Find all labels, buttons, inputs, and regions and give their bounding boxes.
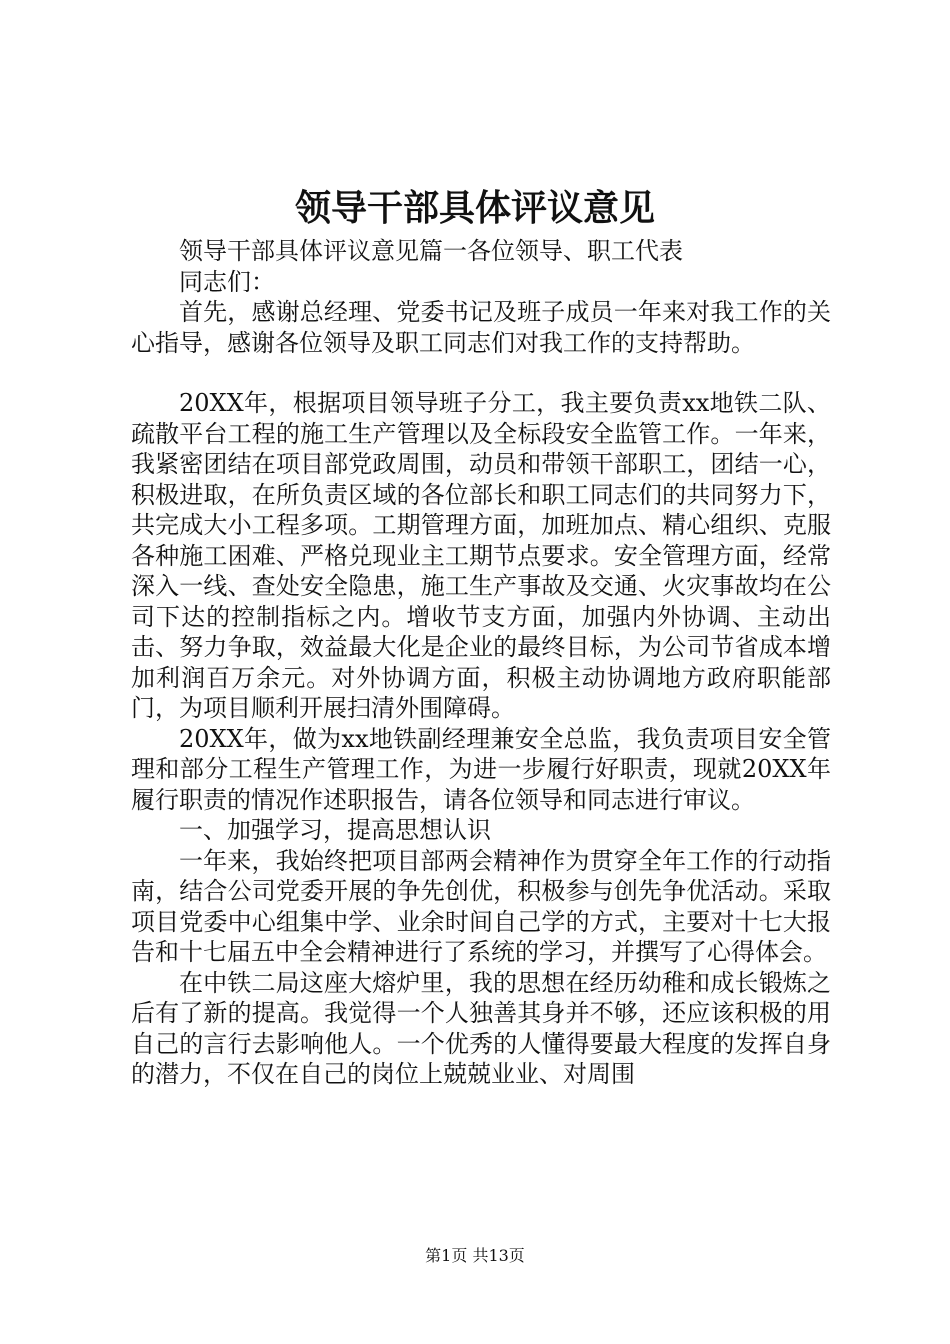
paragraph-study: 一年来，我始终把项目部两会精神作为贯穿全年工作的行动指南，结合公司党委开展的争先创优，积极参与创先争优活动。采取项目党委中心组集中学、业余时间自己学的方式，主要对十七大报告和十七届五中全会精神进行了系统的学习，并撰写了心得体会。 (131, 846, 831, 966)
paragraph-thanks: 首先，感谢总经理、党委书记及班子成员一年来对我工作的关心指导，感谢各位领导及职工同志们对我工作的支持帮助。 (131, 298, 831, 357)
section-heading-study: 一、加强学习，提高思想认识 (179, 816, 491, 844)
paragraph-intro: 领导干部具体评议意见篇一各位领导、职工代表 (179, 237, 683, 265)
paragraph-report-intro: 20XX年，做为xx地铁副经理兼安全总监，我负责项目安全管理和部分工程生产管理工作，为进一步履行好职责，现就20XX年履行职责的情况作述职报告，请各位领导和同志进行审议。 (131, 724, 831, 814)
paragraph-salutation: 同志们： (179, 267, 275, 296)
paragraph-work-summary: 20XX年，根据项目领导班子分工，我主要负责xx地铁二队、疏散平台工程的施工生产管理以及全标段安全监管工作。一年来，我紧密团结在项目部党政周围，动员和带领干部职工，团结一心，积极进取，在所负责区域的各位部长和职工同志们的共同努力下，共完成大小工程多项。工期管理方面，加班加点、精心组织、克服各种施工困难、严格兑现业主工期节点要求。安全管理方面，经常深入一线、查处安全隐患，施工生产事故及交通、火灾事故均在公司下达的控制指标之内。增收节支方面，加强内外协调、主动出击、努力争取，效益最大化是企业的最终目标，为公司节省成本增加利润百万余元。对外协调方面，积极主动协调地方政府职能部门，为项目顺利开展扫清外围障碍。 (131, 389, 831, 722)
document-body (131, 236, 831, 1090)
page-number-footer: 第1页 共13页 (425, 1246, 525, 1265)
paragraph-growth: 在中铁二局这座大熔炉里，我的思想在经历幼稚和成长锻炼之后有了新的提高。我觉得一个人独善其身并不够，还应该积极的用自己的言行去影响他人。一个优秀的人懂得要最大程度的发挥自身的潜力，不仅在自己的岗位上兢兢业业、对周围 (131, 968, 831, 1088)
document-title: 领导干部具体评议意见 (294, 187, 655, 229)
